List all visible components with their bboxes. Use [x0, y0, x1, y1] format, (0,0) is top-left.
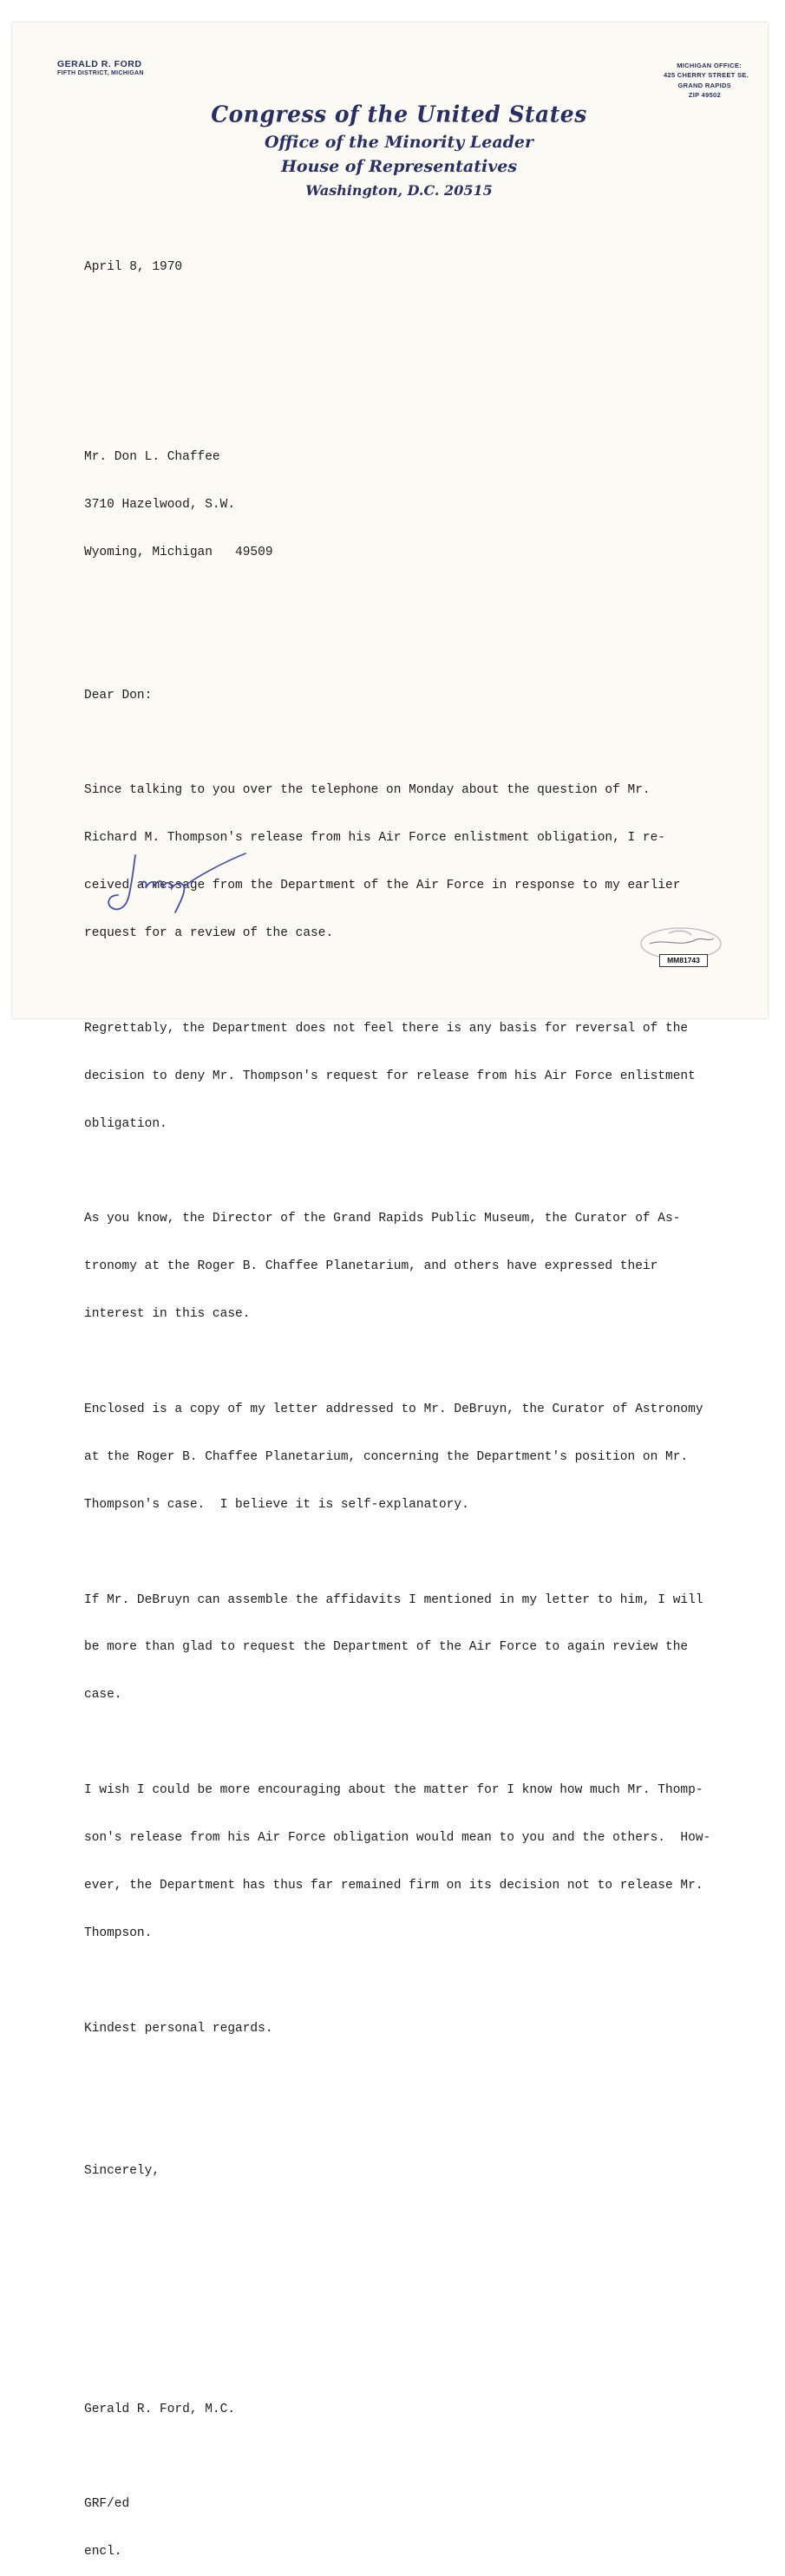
paragraph-line: Kindest personal regards.	[84, 2021, 273, 2036]
sender-district: FIFTH DISTRICT, MICHIGAN	[57, 70, 144, 77]
enclosure-note: encl.	[84, 2545, 122, 2560]
letterhead-sender	[57, 59, 144, 78]
paragraph-line: obligation.	[84, 1116, 167, 1131]
paragraph-line: Regrettably, the Department does not feel there is any basis for reversal of the	[84, 1021, 689, 1036]
paragraph-line: tronomy at the Roger B. Chaffee Planetarium, and others have expressed their	[84, 1259, 658, 1274]
office-line: 425 CHERRY STREET SE.	[664, 71, 749, 80]
paragraph-line: I wish I could be more encouraging about the matter for I know how much Mr. Thomp-	[84, 1783, 703, 1798]
certification-number: MM81743	[659, 954, 708, 967]
salutation: Dear Don:	[84, 688, 153, 703]
letter-date: April 8, 1970	[84, 259, 183, 274]
signature-block: Gerald R. Ford, M.C.	[84, 2402, 236, 2416]
office-line: GRAND RAPIDS	[677, 81, 731, 89]
letterhead-office-address	[575, 61, 749, 100]
recipient-line: Wyoming, Michigan 49509	[84, 545, 273, 559]
office-line: ZIP 49502	[688, 90, 721, 99]
paragraph-line: case.	[84, 1688, 122, 1703]
paragraph-line: Since talking to you over the telephone on Monday about the question of Mr.	[84, 783, 651, 798]
paragraph-line: Thompson.	[84, 1925, 153, 1940]
paragraph-line: decision to deny Mr. Thompson's request for release from his Air Force enlistment	[84, 1069, 696, 1083]
handwritten-signature	[102, 850, 254, 919]
masthead-congress: Congress of the United States	[211, 101, 587, 127]
closing: Sincerely,	[84, 2164, 160, 2179]
masthead-city: Washington, D.C. 20515	[305, 182, 493, 199]
masthead-office: Office of the Minority Leader	[264, 133, 534, 152]
letterhead-masthead	[173, 99, 625, 203]
paragraph-line: ever, the Department has thus far remained firm on its decision not to release Mr.	[84, 1878, 703, 1893]
paragraph-line: Richard M. Thompson's release from his Air Force enlistment obligation, I re-	[84, 831, 666, 846]
paragraph-line: son's release from his Air Force obligation would mean to you and the others. How-	[84, 1830, 711, 1845]
sender-name: GERALD R. FORD	[57, 59, 142, 69]
paragraph-line: If Mr. DeBruyn can assemble the affidavits I mentioned in my letter to him, I will	[84, 1592, 703, 1607]
letter-body	[84, 227, 743, 2576]
paragraph-line: Enclosed is a copy of my letter addressed to Mr. DeBruyn, the Curator of Astronomy	[84, 1402, 703, 1416]
paragraph-line: ceived a message from the Department of the Air Force in response to my earlier	[84, 879, 681, 893]
paragraph-line: at the Roger B. Chaffee Planetarium, concerning the Department's position on Mr.	[84, 1449, 689, 1464]
paragraph-line: be more than glad to request the Department of the Air Force to again review the	[84, 1640, 689, 1655]
masthead-house: House of Representatives	[280, 157, 518, 176]
typist-initials: GRF/ed	[84, 2497, 130, 2512]
paragraph-line: Thompson's case. I believe it is self-explanatory.	[84, 1497, 469, 1512]
paragraph-line: As you know, the Director of the Grand Rapids Public Museum, the Curator of As-	[84, 1212, 681, 1226]
recipient-line: 3710 Hazelwood, S.W.	[84, 498, 236, 513]
office-line: MICHIGAN OFFICE:	[677, 62, 742, 69]
paragraph-line: interest in this case.	[84, 1307, 251, 1322]
recipient-line: Mr. Don L. Chaffee	[84, 450, 220, 465]
paragraph-line: request for a review of the case.	[84, 926, 334, 941]
